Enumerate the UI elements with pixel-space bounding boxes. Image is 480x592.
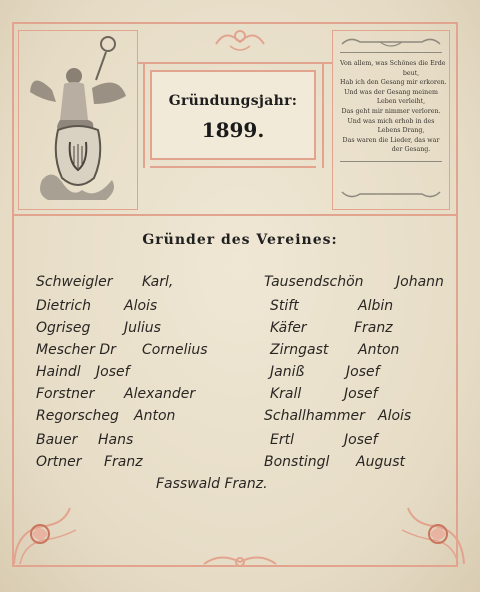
founder-last-entry: Fasswald Franz. [156,476,268,492]
ornament-rail-left [143,62,145,168]
ornament-rail-right [322,62,324,168]
poem-line: Hab ich den Gesang mir erkoren. [340,79,447,87]
founder-first-name: Albin [358,298,394,314]
top-flourish-icon [210,24,270,54]
poem-line: beut, [402,69,420,77]
founder-first-name: Alois [378,408,412,424]
founder-last-name: Ortner [36,454,82,470]
ornament-rail-top [150,62,316,64]
founder-last-name: Regorscheg [36,408,119,424]
founder-first-name: Josef [96,364,130,380]
founder-first-name: Karl, [142,274,174,290]
founder-last-name: Tausendschön [264,274,364,290]
founder-first-name: Josef [344,432,378,448]
founder-last-name: Forstner [36,386,95,402]
founder-first-name: Franz [354,320,393,336]
poem-line: Und was der Gesang meinem [344,88,438,96]
poem-text [340,52,447,162]
founder-last-name: Krall [270,386,302,402]
founder-last-name: Janiß [270,364,305,380]
founding-year-box [150,70,316,160]
founder-last-name: Schallhammer [264,408,365,424]
founder-last-name: Ogriseg [36,320,91,336]
founder-first-name: August [356,454,405,470]
poem-line: Das geht mir nimmer verloren. [341,107,441,115]
founder-last-name: Zirngast [270,342,329,358]
founder-last-name: Mescher Dr [36,342,116,358]
founder-first-name: Josef [346,364,380,380]
founder-first-name: Franz [104,454,143,470]
founder-first-name: Alois [124,298,158,314]
angel-emblem-icon [22,30,134,206]
founder-first-name: Hans [98,432,134,448]
poem-line: Leben verleiht, [376,98,426,106]
founding-year-label: Gründungsjahr: [168,93,298,109]
founder-last-name: Haindl [36,364,81,380]
founder-first-name: Johann [396,274,444,290]
founder-last-name: Bauer [36,432,78,448]
poem-line: Lebens Drang, [377,127,425,135]
bottom-right-flourish-icon [398,500,468,570]
founder-first-name: Josef [344,386,378,402]
poem-bottom-flourish-icon [340,186,442,200]
header-divider [12,214,458,216]
founder-first-name: Anton [358,342,400,358]
bottom-left-flourish-icon [10,500,80,570]
founder-first-name: Cornelius [142,342,208,358]
founder-first-name: Anton [134,408,176,424]
poem-top-flourish-icon [340,36,442,50]
bottom-center-flourish-icon [200,550,280,572]
founder-first-name: Julius [124,320,161,336]
founder-last-name: Schweigler [36,274,113,290]
poem-line: Das waren die Lieder, das war [342,136,440,144]
poem-line: der Gesang. [391,146,431,154]
founder-last-name: Stift [270,298,299,314]
ornament-rail-bottom [150,166,316,168]
founder-first-name: Alexander [124,386,196,402]
founder-last-name: Dietrich [36,298,91,314]
poem-line: Von allem, was Schönes die Erde [340,60,446,67]
poem-line: Und was mich erhob in des [347,117,435,125]
founders-heading: Gründer des Vereines: [142,232,338,248]
ornament-rail-top-right [316,62,332,64]
founder-last-name: Käfer [270,320,307,336]
founder-last-name: Bonstingl [264,454,330,470]
founding-year-value: 1899. [201,118,265,142]
founder-last-name: Ertl [270,432,294,448]
